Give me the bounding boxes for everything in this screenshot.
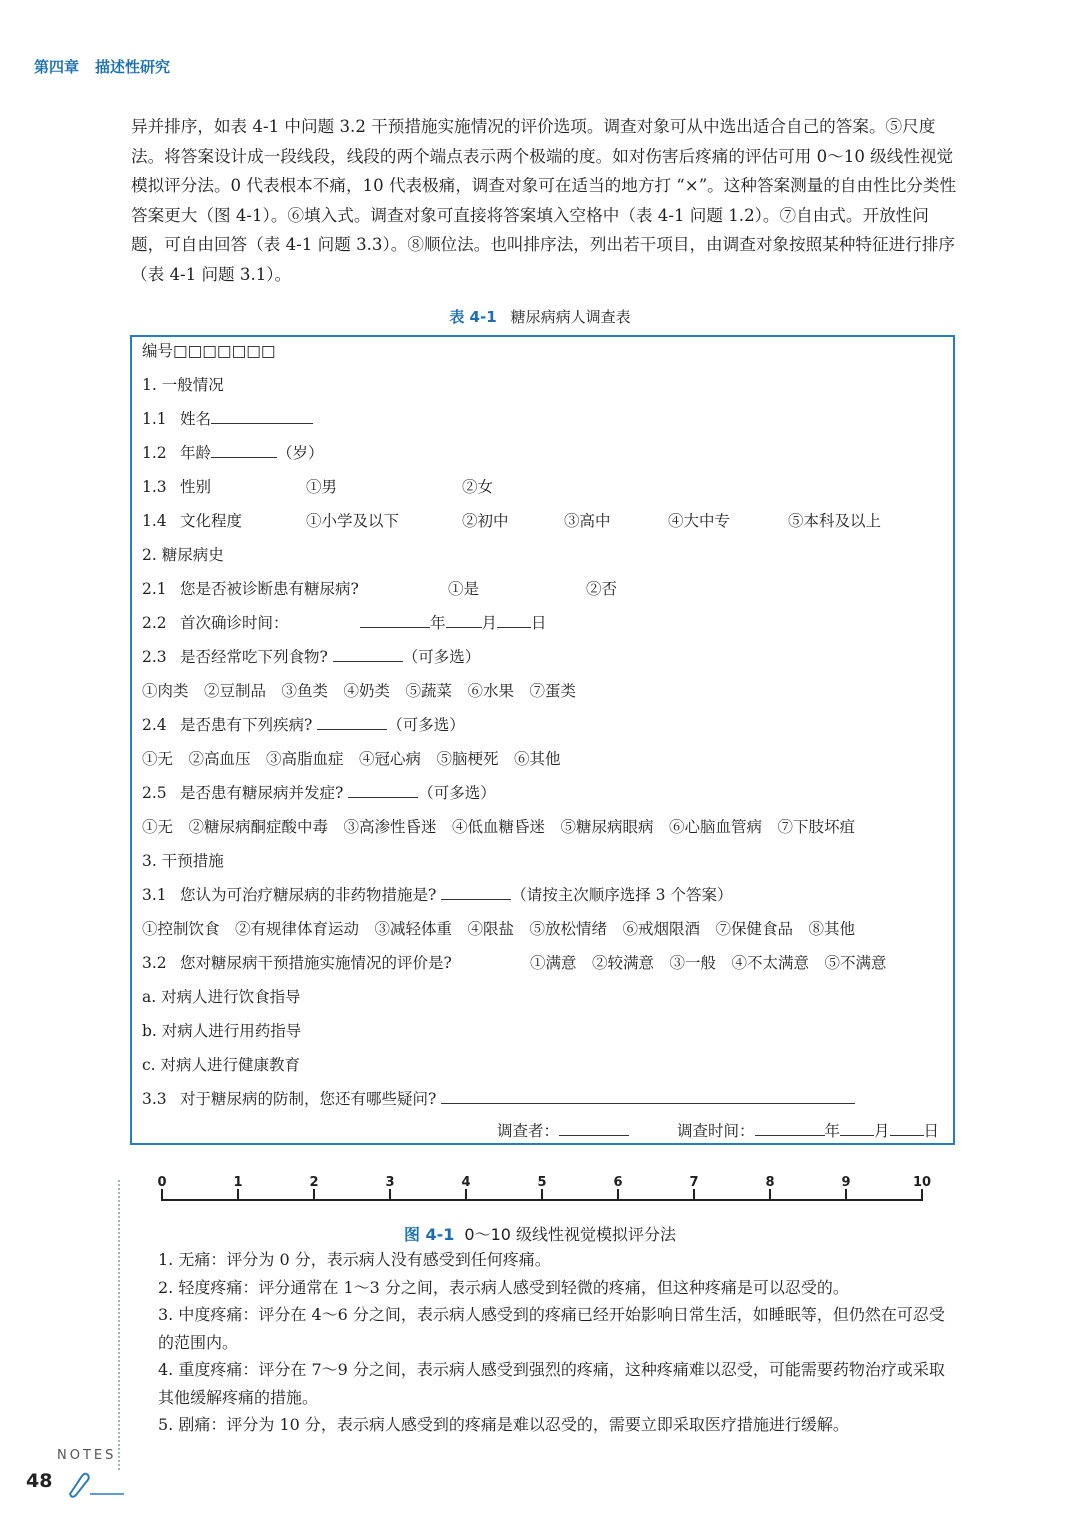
question-number: 1.2	[142, 444, 167, 462]
question-label: 文化程度	[180, 512, 243, 530]
question-label: 姓名	[180, 410, 212, 428]
month-blank[interactable]	[840, 1119, 874, 1136]
table-caption	[0, 306, 1080, 327]
scale-tick-label: 1	[233, 1175, 243, 1190]
scale-tick	[845, 1189, 847, 1201]
rating-item: a. 对病人进行饮食指导	[142, 988, 301, 1006]
question-1-4	[142, 509, 942, 533]
question-number: 3.1	[142, 886, 167, 904]
options-list[interactable]: ①无 ②糖尿病酮症酸中毒 ③高渗性昏迷 ④低血糖昏迷 ⑤糖尿病眼病 ⑥心脑血管病 ⑦下肢坏疽	[142, 818, 856, 836]
question-label: 性别	[180, 478, 212, 496]
chapter-label: 第四章	[34, 58, 80, 76]
question-number: 1.4	[142, 512, 167, 530]
section-2-title: 2. 糖尿病史	[142, 546, 224, 564]
rating-options[interactable]: ①满意 ②较满意 ③一般 ④不太满意 ⑤不满意	[530, 954, 887, 972]
section-history	[142, 543, 224, 567]
scale-tick-label: 5	[537, 1175, 547, 1190]
question-2-4-options	[142, 747, 561, 771]
month-label: 月	[481, 614, 498, 632]
option[interactable]: ②女	[462, 478, 494, 496]
year-label: 年	[430, 614, 446, 632]
option[interactable]: ③高中	[564, 512, 611, 530]
pain-level-item: 5. 剧痛：评分为 10 分，表示病人感受到的疼痛是难以忍受的，需要立即采取医疗措施进行缓解。	[158, 1415, 849, 1434]
question-2-1	[142, 577, 942, 601]
option[interactable]: ④大中专	[668, 512, 731, 530]
pen-icon	[66, 1468, 126, 1498]
pain-level-list	[158, 1246, 948, 1439]
survey-time-label: 调查时间：	[677, 1122, 755, 1140]
month-blank[interactable]	[446, 611, 482, 628]
scale-tick-label: 2	[309, 1175, 319, 1190]
question-note: （请按主次顺序选择 3 个答案）	[511, 886, 733, 904]
day-label: 日	[923, 1122, 940, 1140]
scale-tick-label: 6	[613, 1175, 623, 1190]
scale-tick	[541, 1189, 543, 1201]
question-note: （可多选）	[402, 648, 481, 666]
question-1-2	[142, 441, 324, 465]
day-blank[interactable]	[890, 1119, 924, 1136]
option[interactable]: ②否	[586, 580, 618, 598]
scale-tick	[313, 1189, 315, 1201]
question-number: 2.4	[142, 716, 167, 734]
question-2-2	[142, 611, 942, 635]
scale-tick-label: 4	[461, 1175, 471, 1190]
pain-scale	[157, 1175, 932, 1215]
question-label: 首次确诊时间：	[180, 614, 289, 632]
surveyor-label: 调查者：	[497, 1122, 560, 1140]
pain-level-item: 3. 中度疼痛：评分在 4～6 分之间，表示病人感受到的疼痛已经开始影响日常生活，如睡眠等，但仍然在可忍受的范围内。	[158, 1305, 945, 1352]
scale-tick-label: 7	[689, 1175, 699, 1190]
year-blank[interactable]	[755, 1119, 825, 1136]
scale-tick-label: 3	[385, 1175, 395, 1190]
question-1-1	[142, 407, 313, 431]
section-general	[142, 373, 224, 397]
day-blank[interactable]	[497, 611, 531, 628]
options-list[interactable]: ①控制饮食 ②有规律体育运动 ③减轻体重 ④限盐 ⑤放松情绪 ⑥戒烟限酒 ⑦保健食品 ⑧其他	[142, 920, 856, 938]
scale-tick	[693, 1189, 695, 1201]
month-label: 月	[874, 1122, 890, 1140]
question-3-1-options	[142, 917, 855, 941]
pain-level-item: 2. 轻度疼痛：评分通常在 1～3 分之间，表示病人感受到轻微的疼痛，但这种疼痛是可以忍受的。	[158, 1277, 849, 1297]
question-label: 您认为可治疗糖尿病的非药物措施是?	[180, 886, 437, 904]
scale-tick-label: 8	[765, 1175, 775, 1190]
question-label: 是否患有糖尿病并发症?	[180, 784, 344, 802]
question-number: 3.2	[142, 954, 167, 972]
scale-tick	[465, 1189, 467, 1201]
question-3-2-item-b	[142, 1019, 301, 1043]
option[interactable]: ①小学及以下	[306, 512, 400, 530]
question-number: 2.2	[142, 614, 167, 632]
scale-tick	[237, 1189, 239, 1201]
scale-tick	[617, 1189, 619, 1201]
section-label: 描述性研究	[95, 58, 171, 76]
scale-tick	[161, 1189, 163, 1201]
pain-level-item: 1. 无痛：评分为 0 分，表示病人没有感受到任何疼痛。	[158, 1250, 551, 1269]
open-answer-blank[interactable]	[441, 1087, 855, 1104]
surveyor-blank[interactable]	[559, 1119, 629, 1136]
question-2-5-options	[142, 815, 855, 839]
question-number: 3.3	[142, 1090, 167, 1108]
question-2-3-options	[142, 679, 576, 703]
question-note: （可多选）	[387, 716, 465, 734]
question-2-3	[142, 645, 480, 669]
options-list[interactable]: ①无 ②高血压 ③高脂血症 ④冠心病 ⑤脑梗死 ⑥其他	[142, 750, 561, 768]
day-label: 日	[531, 614, 547, 632]
table-number: 表 4-1	[449, 308, 497, 326]
survey-signature-row	[142, 1119, 942, 1143]
question-3-1	[142, 883, 732, 907]
question-2-4	[142, 713, 465, 737]
question-label: 您是否被诊断患有糖尿病?	[180, 580, 359, 598]
scale-tick-label: 10	[912, 1175, 932, 1190]
question-label: 是否经常吃下列食物?	[180, 648, 328, 666]
question-number: 1.3	[142, 478, 167, 496]
figure-caption	[0, 1222, 1080, 1245]
section-intervention	[142, 849, 224, 873]
scale-tick	[389, 1189, 391, 1201]
year-blank[interactable]	[360, 611, 430, 628]
section-1-title: 1. 一般情况	[142, 376, 224, 394]
rating-item: b. 对病人进行用药指导	[142, 1022, 302, 1040]
answer-blank[interactable]	[348, 781, 418, 798]
question-3-3	[142, 1087, 855, 1111]
age-blank[interactable]	[211, 441, 277, 458]
survey-form	[130, 335, 955, 1145]
age-unit: （岁）	[277, 444, 324, 462]
name-blank[interactable]	[211, 407, 313, 424]
answer-blank[interactable]	[317, 713, 387, 730]
question-3-2	[142, 951, 942, 975]
chapter-header	[34, 56, 170, 77]
question-note: （可多选）	[418, 784, 496, 802]
body-paragraph: 异并排序，如表 4-1 中问题 3.2 干预措施实施情况的评价选项。调查对象可从中选出适合自己的答案。⑤尺度法。将答案设计成一段线段，线段的两个端点表示两个极端的度。如对伤害后疼痛的评估可用 0～10 级线性视觉模拟评分法。0 代表根本不痛，10 代表极痛，调查对象可在适当的地方打 “×”。这种答案测量的自由性比分类性答案更大（图 4-1）。⑥填入式。调查对象可直接将答案填入空格中（表 4-1 问题 1.2）。⑦自由式。开放性问题，可自由回答（表 4-1 问题 3.3）。⑧顺位法。也叫排序法，列出若干项目，由调查对象按照某种特征进行排序（表 4-1 问题 3.1）。	[131, 117, 957, 284]
figure-title: 0～10 级线性视觉模拟评分法	[464, 1225, 677, 1244]
option[interactable]: ①是	[448, 580, 480, 598]
figure-number: 图 4-1	[403, 1225, 455, 1244]
options-list[interactable]: ①肉类 ②豆制品 ③鱼类 ④奶类 ⑤蔬菜 ⑥水果 ⑦蛋类	[142, 682, 577, 700]
question-2-5	[142, 781, 496, 805]
question-label: 是否患有下列疾病?	[180, 716, 313, 734]
answer-blank[interactable]	[441, 883, 511, 900]
scale-tick-label: 0	[157, 1175, 167, 1190]
question-label: 年龄	[180, 444, 212, 462]
question-3-2-item-c	[142, 1053, 300, 1077]
option[interactable]: ②初中	[462, 512, 509, 530]
section-3-title: 3. 干预措施	[142, 852, 224, 870]
page-number: 48	[26, 1470, 53, 1492]
rating-item: c. 对病人进行健康教育	[142, 1056, 301, 1074]
form-id-row	[142, 339, 276, 363]
question-number: 1.1	[142, 410, 167, 428]
question-number: 2.5	[142, 784, 167, 802]
scale-tick	[921, 1189, 923, 1201]
question-number: 2.3	[142, 648, 167, 666]
question-number: 2.1	[142, 580, 167, 598]
question-1-3	[142, 475, 942, 499]
scale-tick-label: 9	[841, 1175, 851, 1190]
question-label: 对于糖尿病的防制，您还有哪些疑问?	[180, 1090, 437, 1108]
option[interactable]: ①男	[306, 478, 338, 496]
scale-tick	[769, 1189, 771, 1201]
option[interactable]: ⑤本科及以上	[788, 512, 882, 530]
table-title: 糖尿病病人调查表	[510, 308, 631, 326]
question-3-2-item-a	[142, 985, 301, 1009]
year-label: 年	[824, 1122, 841, 1140]
question-label: 您对糖尿病干预措施实施情况的评价是?	[180, 954, 452, 972]
notes-label: NOTES	[57, 1448, 117, 1463]
pain-level-item: 4. 重度疼痛：评分在 7～9 分之间，表示病人感受到强烈的疼痛，这种疼痛难以忍受，可能需要药物治疗或采取其他缓解疼痛的措施。	[158, 1360, 945, 1407]
answer-blank[interactable]	[333, 645, 403, 662]
id-label: 编号□□□□□□□	[142, 342, 276, 360]
